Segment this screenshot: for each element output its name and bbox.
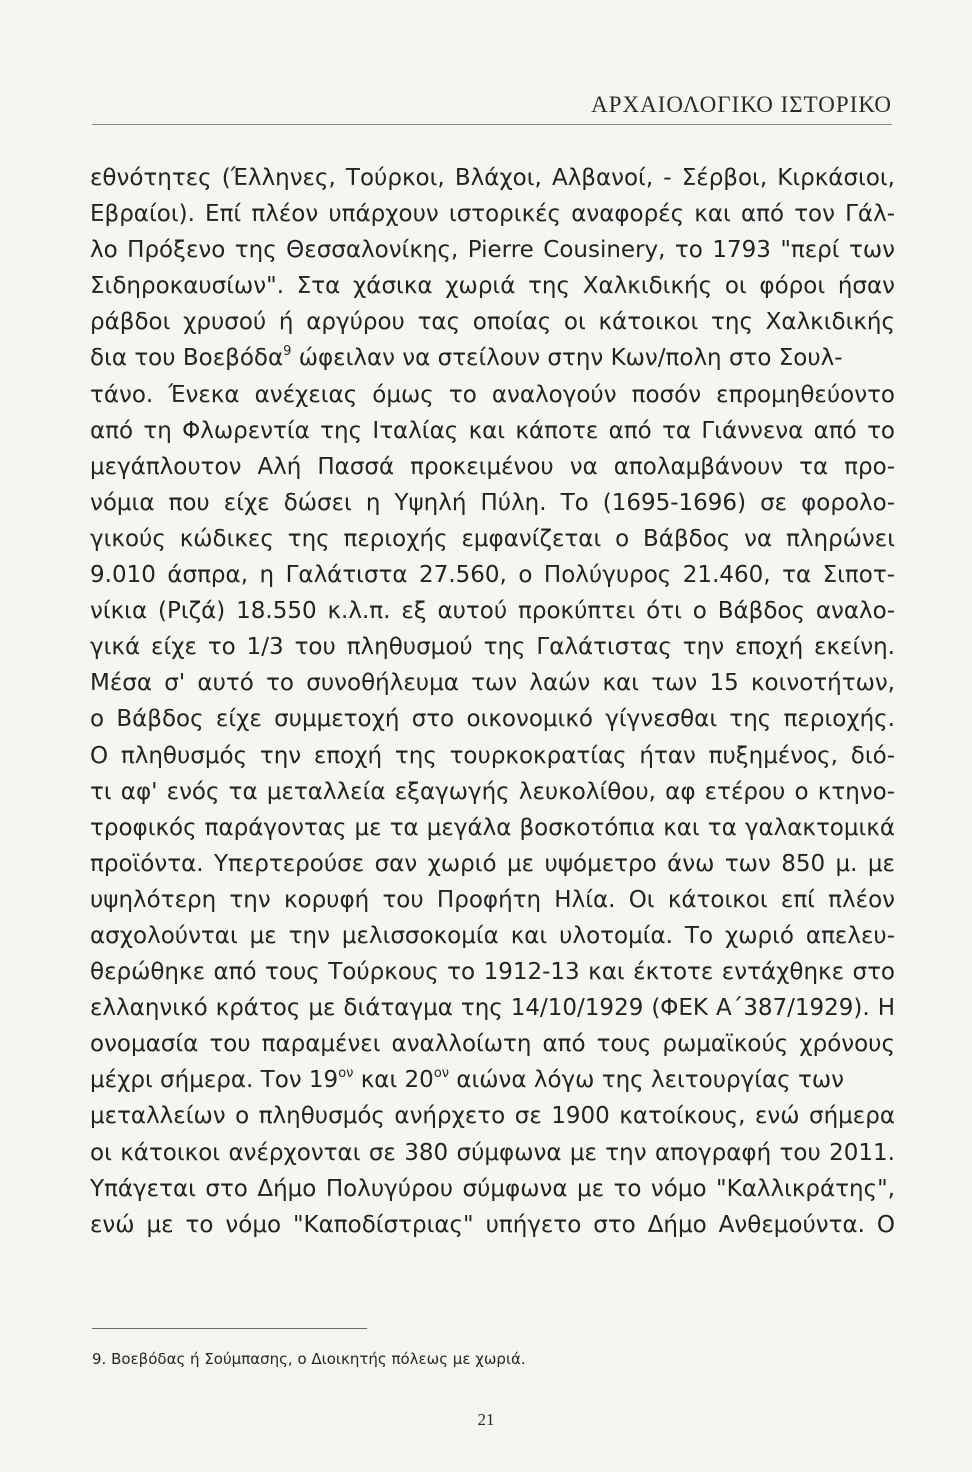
text-line: Ο πληθυσμός την εποχή της τουρκοκρατίας ήταν πυξημένος, διό- (90, 742, 895, 769)
text-line: ελλαηνικό κράτος με διάταγμα της 14/10/1929 (ΦΕΚ Α΄387/1929). Η (90, 995, 895, 1022)
text-line: γικούς κώδικες της περιοχής εμφανίζεται ο Βάβδος να πληρώνει (90, 525, 895, 552)
running-header: ΑΡΧΑΙΟΛΟΓΙΚΟ ΙΣΤΟΡΙΚΟ (591, 92, 892, 117)
text-line: από τη Φλωρεντία της Ιταλίας και κάποτε από τα Γιάννενα από το (90, 417, 895, 444)
text-line: οι κάτοικοι ανέρχονται σε 380 σύμφωνα με την απογραφή του 2011. (90, 1139, 895, 1166)
text-line: Υπάγεται στο Δήμο Πολυγύρου σύμφωνα με το νόμο "Καλλικράτης", (90, 1175, 895, 1202)
text-span: μέχρι σήμερα. Τον 19 (90, 1067, 339, 1094)
text-line: νόμια που είχε δώσει η Υψηλή Πύλη. Το (1695-1696) σε φορολο- (90, 489, 895, 516)
text-span: αιώνα λόγω της λειτουργίας των (449, 1067, 844, 1094)
text-line: θερώθηκε από τους Τούρκους το 1912-13 και έκτοτε εντάχθηκε στο (90, 959, 895, 986)
footnote-rule (92, 1328, 367, 1329)
text-line: νίκια (Ριζά) 18.550 κ.λ.π. εξ αυτού προκύπτει ότι ο Βάβδος αναλο- (90, 598, 895, 625)
text-span: δια του Βοεβόδα (90, 345, 284, 372)
footnote: 9. Βοεβόδας ή Σούμπασης, ο Διοικητής πόλεως με χωριά. (92, 1350, 526, 1368)
body-text (90, 160, 895, 1243)
text-line: ο Βάβδος είχε συμμετοχή στο οικονομικό γίγνεσθαι της περιοχής. (90, 706, 895, 733)
text-line: Εβραίοι). Επί πλέον υπάρχουν ιστορικές αναφορές και από τον Γάλ- (90, 201, 895, 228)
text-line: τάνο. Ένεκα ανέχειας όμως το αναλογούν ποσόν επρομηθεύοντο (90, 381, 895, 408)
footnote-ref: 9 (283, 343, 292, 359)
text-line: εθνότητες (Έλληνες, Τούρκοι, Βλάχοι, Αλβανοί, - Σέρβοι, Κιρκάσιοι, (90, 165, 895, 191)
text-line: 9.010 άσπρα, η Γαλάτιστα 27.560, ο Πολύγυρος 21.460, τα Σιποτ- (90, 562, 895, 589)
text-line: Μέσα σ' αυτό το συνοθήλευμα των λαών και των 15 κοινοτήτων, (90, 670, 895, 697)
text-line: υψηλότερη την κορυφή του Προφήτη Ηλία. Οι κάτοικοι επί πλέον (90, 886, 895, 913)
text-line: λο Πρόξενο της Θεσσαλονίκης, Pierre Cousinery, το 1793 "περί των (90, 237, 895, 264)
text-line: προϊόντα. Υπερτερούσε σαν χωριό με υψόμετρο άνω των 850 μ. με (90, 850, 895, 877)
superscript: ον (338, 1065, 354, 1081)
superscript: ον (433, 1065, 450, 1081)
text-span: και 20 (353, 1067, 434, 1094)
text-line: μεταλλείων ο πληθυσμός ανήρχετο σε 1900 κατοίκους, ενώ σήμερα (90, 1103, 895, 1130)
text-span: ώφειλαν να στείλουν στην Κων/πολη στο Σουλ- (291, 345, 843, 372)
text-line: Σιδηροκαυσίων". Στα χάσικα χωριά της Χαλκιδικής οι φόροι ήσαν (90, 273, 895, 300)
text-line (90, 340, 895, 376)
text-line: ράβδοι χρυσού ή αργύρου τας οποίας οι κάτοικοι της Χαλκιδικής (90, 309, 895, 336)
text-line: ασχολούνται με την μελισσοκομία και υλοτομία. Το χωριό απελευ- (90, 922, 895, 949)
text-line: ονομασία του παραμένει αναλλοίωτη από τους ρωμαϊκούς χρόνους (90, 1031, 895, 1058)
text-line: ενώ με το νόμο "Καποδίστριας" υπήγετο στο Δήμο Ανθεμούντα. Ο (90, 1211, 895, 1238)
text-line: τροφικός παράγοντας με τα μεγάλα βοσκοτόπια και τα γαλακτομικά (90, 814, 895, 841)
text-line: μεγάπλουτον Αλή Πασσά προκειμένου να απολαμβάνουν τα προ- (90, 453, 895, 480)
text-line: γικά είχε το 1/3 του πληθυσμού της Γαλάτιστας την εποχή εκείνη. (90, 634, 895, 661)
page-number: 21 (477, 1410, 495, 1429)
text-line (90, 1062, 895, 1098)
text-line: τι αφ' ενός τα μεταλλεία εξαγωγής λευκολίθου, αφ ετέρου ο κτηνο- (90, 778, 895, 805)
header-rule (92, 124, 892, 125)
